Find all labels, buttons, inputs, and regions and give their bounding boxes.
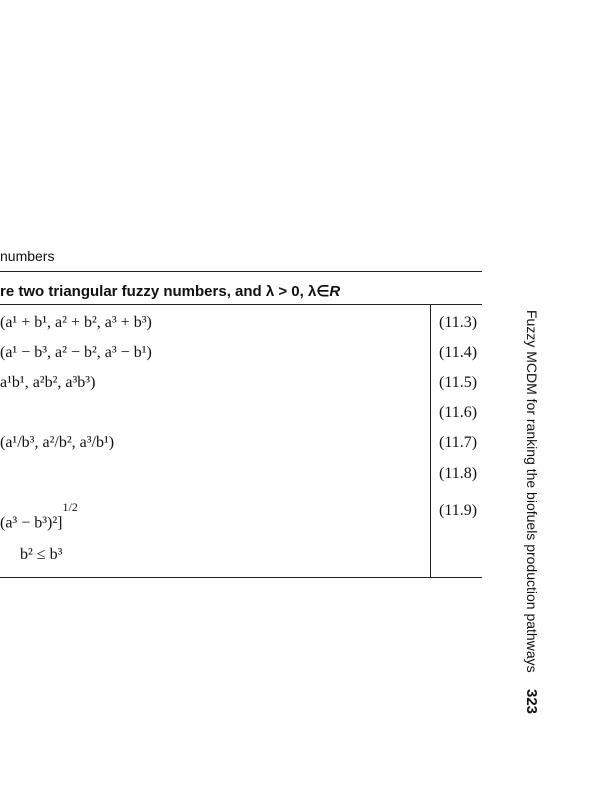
equation-11-4: (a¹ − b³, a² − b², a³ − b¹) (0, 344, 152, 361)
table-header (0, 282, 340, 300)
page-number: 323 (523, 689, 540, 715)
equation-number-11-9: (11.9) (439, 502, 478, 519)
table-header-rule (0, 304, 482, 305)
equation-number-11-8: (11.8) (439, 465, 478, 482)
table-column-divider (430, 305, 431, 577)
table-bottom-rule (0, 577, 482, 578)
equation-11-9-body: (a³ − b³)²] (0, 514, 63, 532)
equation-number-11-4: (11.4) (439, 344, 478, 361)
equation-11-9-exponent: 1/2 (62, 500, 78, 514)
equation-11-9 (0, 500, 78, 532)
equation-11-9-condition: b² ≤ b³ (20, 546, 63, 563)
running-head: Fuzzy MCDM for ranking the biofuels production pathways (524, 310, 540, 673)
equation-number-11-3: (11.3) (439, 314, 478, 331)
equation-number-11-6: (11.6) (439, 404, 478, 421)
table-header-text: re two triangular fuzzy numbers, and λ > 0, λ∈ (0, 283, 330, 300)
equation-11-7: (a¹/b³, a²/b², a³/b¹) (0, 434, 115, 451)
equation-number-11-7: (11.7) (439, 434, 478, 451)
table-header-set: R (329, 283, 341, 300)
equation-11-3: (a¹ + b¹, a² + b², a³ + b³) (0, 314, 152, 331)
equation-number-11-5: (11.5) (439, 374, 478, 391)
table-caption: numbers (0, 248, 55, 264)
table-top-rule (0, 271, 482, 272)
equation-11-5: a¹b¹, a²b², a³b³) (0, 374, 96, 391)
